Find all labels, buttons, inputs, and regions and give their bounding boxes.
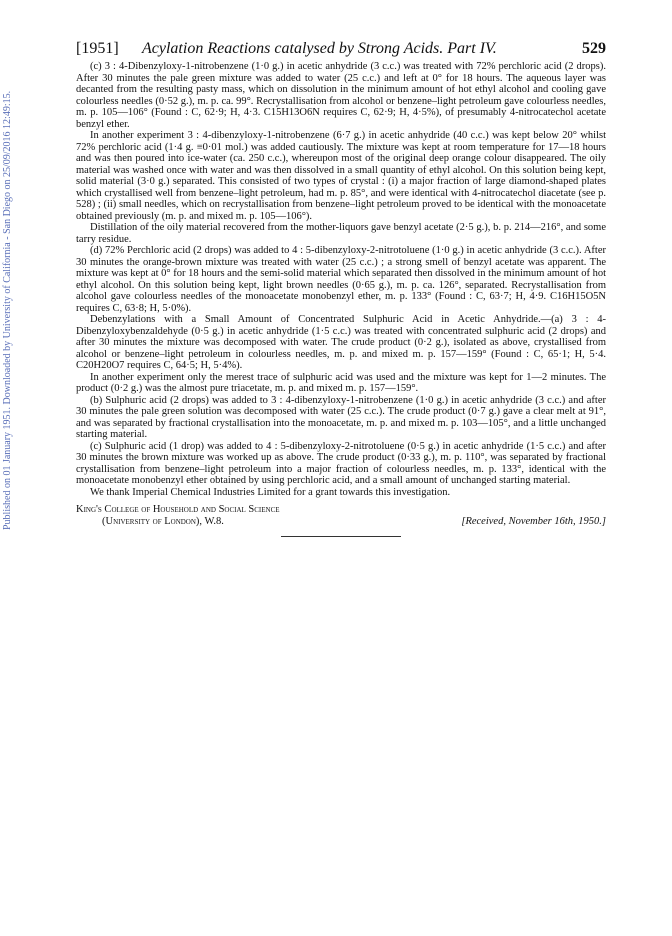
- affiliation-block: [76, 504, 606, 528]
- paragraph: Distillation of the oily material recovered from the mother-liquors gave benzyl acetate (2·5 g.), b. p. 214—216°, and some tarry residue.: [76, 222, 606, 245]
- divider: [281, 536, 401, 537]
- header-year: [1951]: [76, 40, 119, 57]
- paragraph: (b) Sulphuric acid (2 drops) was added to 3 : 4-dibenzyloxy-1-nitrobenzene (1·0 g.) in acetic anhydride (3 c.c.) and after 30 minutes the pale green solution was decomposed with water (25 c.c.). The crude product (0·7 g.) gave a clear melt at 91°, and was separated by fractional crystallisation into the monoacetate, m. p. and mixed m. p. 103—105°, and a little unchanged starting material.: [76, 394, 606, 440]
- body-text: [76, 61, 606, 498]
- paragraph: In another experiment only the merest trace of sulphuric acid was used and the mixture was kept for 1—2 minutes. The product (0·2 g.) was the almost pure triacetate, m. p. and mixed m. p. 157—159°.: [76, 371, 606, 394]
- paragraph: (d) 72% Perchloric acid (2 drops) was added to 4 : 5-dibenzyloxy-2-nitrotoluene (1·0 g.) in acetic anhydride (3 c.c.). After 30 minutes the orange-brown mixture was treated with water (25 c.c.) ; a strong smell of benzyl acetate was apparent. The mixture was kept at 0° for 18 hours and the semi-solid material which separated then dissolved in the minimum amount of hot ethyl alcohol. On this solution being kept, light brown needles (0·65 g.), m. p. ca. 126°, separated. Recrystallisation from alcohol gave colourless needles of the monoacetate monobenzyl ether, m. p. 133° (Found : C, 63·7; H, 4·9. C16H15O5N requires C, 63·8; H, 5·0%).: [76, 245, 606, 314]
- section-paragraph: Debenzylations with a Small Amount of Concentrated Sulphuric Acid in Acetic Anhydride.—(a) 3 : 4-Dibenzyloxybenzaldehyde (0·5 g.) in acetic anhydride (1·5 c.c.) was treated with concentrated sulphuric acid (2 drops) and after 30 minutes the mixture was decomposed with water. The crude product (0·2 g.), isolated as above, crystallised from alcohol or benzene–light petroleum in colourless needles, m. p. and mixed m. p. 157—159° (Found : C, 65·1; H, 5·4. C20H20O7 requires C, 64·5; H, 5·4%).: [76, 314, 606, 371]
- institution-line-2: (University of London), W.8.: [102, 516, 224, 527]
- page-number: 529: [582, 40, 606, 57]
- paragraph: (c) 3 : 4-Dibenzyloxy-1-nitrobenzene (1·0 g.) in acetic anhydride (3 c.c.) was treated with 72% perchloric acid (2 drops). After 30 minutes the pale green mixture was added to water (25 c.c.) and left at 0° for 18 hours. The aqueous layer was decanted from the resulting pasty mass, which on dissolution in the minimum amount of hot ethyl alcohol and cooling gave colourless needles (0·52 g.), m. p. ca. 99°. Recrystallisation from alcohol or benzene–light petroleum gave colourless needles, m. p. 105—106° (Found : C, 62·9; H, 4·3. C15H13O6N requires C, 62·9; H, 4·5%), of presumably 4-nitrocatechol acetate benzyl ether.: [76, 61, 606, 130]
- institution-line-1: King's College of Household and Social Science: [76, 504, 280, 515]
- paragraph: In another experiment 3 : 4-dibenzyloxy-1-nitrobenzene (6·7 g.) in acetic anhydride (40 c.c.) was kept below 20° whilst 72% perchloric acid (1·4 g. ≡0·01 mol.) was added cautiously. The mixture was kept at room temperature for 17—18 hours and was then poured into ice-water (ca. 250 c.c.), whereupon most of the original deep orange colour disappeared. The oily material was washed once with water and was then dissolved in a small quantity of ethyl alcohol. On this solution being kept, solid material (3·0 g.) separated. This consisted of two types of crystal : (i) a major fraction of large diamond-shaped plates which crystallised well from benzene–light petroleum, had m. p. 85°, and were identical with 4-nitrocatechol diacetate (see p. 528) ; (ii) small needles, which on recrystallisation from benzene–light petroleum proved to be identical with the monoacetate obtained previously (m. p. and mixed m. p. 105—106°).: [76, 130, 606, 222]
- running-header: [76, 40, 606, 58]
- institution: [76, 504, 280, 528]
- publication-stamp: Published on 01 January 1951. Downloaded by University of California - San Diego on 25/09/2016 12:49:15.: [2, 90, 13, 530]
- acknowledgement: We thank Imperial Chemical Industries Limited for a grant towards this investigation.: [90, 486, 451, 498]
- header-title: Acylation Reactions catalysed by Strong Acids. Part IV.: [142, 40, 497, 57]
- paragraph: (c) Sulphuric acid (1 drop) was added to 4 : 5-dibenzyloxy-2-nitrotoluene (0·5 g.) in acetic anhydride (1·5 c.c.) and after 30 minutes the brown mixture was worked up as above. The crude product (0·33 g.), m. p. 110°, was separated by fractional crystallisation from benzene–light petroleum into a major fraction of colourless needles, m. p. 133°, identical with the monoacetate monobenzyl ether obtained by using perchloric acid, and a small amount of unchanged starting material.: [76, 440, 606, 486]
- journal-page: [76, 40, 606, 537]
- received-date: [Received, November 16th, 1950.]: [461, 516, 606, 527]
